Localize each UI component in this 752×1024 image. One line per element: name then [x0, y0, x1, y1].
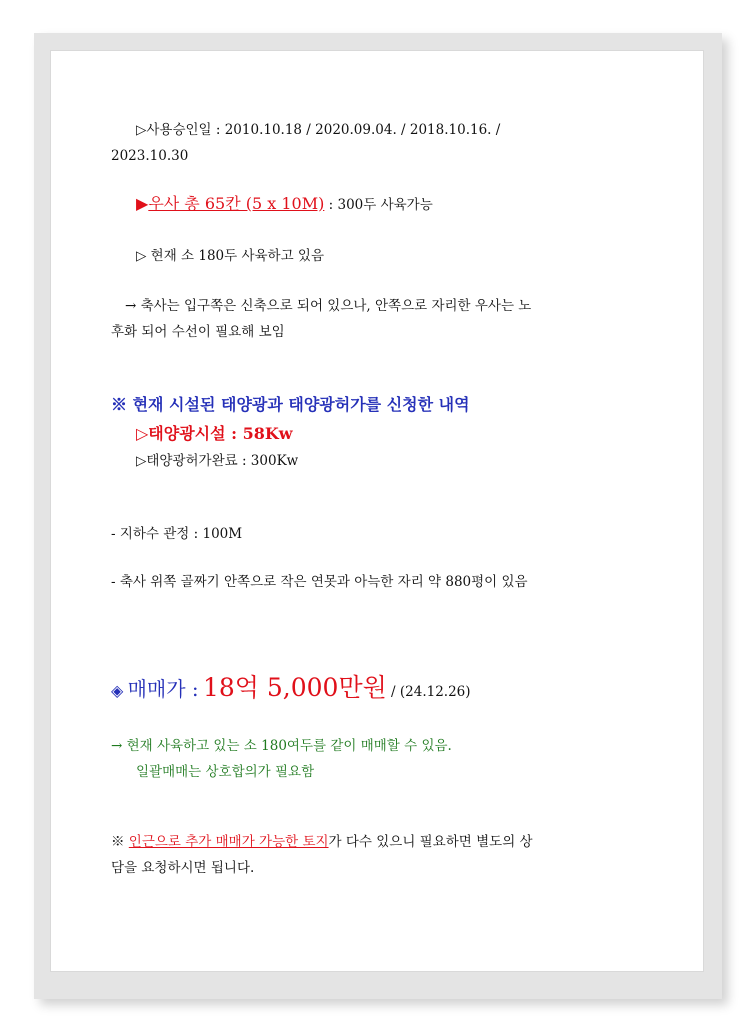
sale-note-text-2: 일괄매매는 상호합의가 필요함 — [136, 764, 315, 780]
barn-capacity-line — [136, 194, 433, 215]
current-cattle-line — [136, 246, 324, 266]
facility-note-text-1: → 축사는 입구쪽은 신축으로 되어 있으나, 안쪽으로 자리한 우사는 노 — [125, 298, 532, 314]
additional-land-rest: 가 다수 있으니 필요하면 별도의 상 — [328, 834, 533, 850]
additional-land-text-2: 담을 요청하시면 됩니다. — [111, 860, 255, 876]
price-label: 매매가 : — [127, 677, 199, 701]
pond-line — [111, 572, 528, 592]
additional-land-line-1 — [111, 832, 533, 852]
solar-heading-text: ※ 현재 시설된 태양광과 태양광허가를 신청한 내역 — [111, 395, 470, 414]
sale-note-line-2 — [136, 762, 314, 782]
sale-note-line-1 — [111, 736, 452, 756]
approval-date-line-2 — [111, 146, 188, 166]
approval-date-line-1 — [136, 120, 500, 140]
groundwater-line — [111, 524, 242, 544]
additional-land-marker: ※ — [111, 834, 125, 850]
groundwater-text: - 지하수 관정 : 100M — [111, 526, 243, 542]
solar-facility-line — [136, 423, 293, 445]
barn-capacity-rest: : 300두 사육가능 — [324, 197, 433, 213]
price-marker-icon: ◈ — [111, 681, 124, 700]
facility-note-line-2 — [111, 322, 285, 342]
solar-facility-text: ▷태양광시설 : 58Kw — [136, 424, 293, 443]
price-line — [111, 672, 471, 708]
sale-note-text-1: → 현재 사육하고 있는 소 180여두를 같이 매매할 수 있음. — [111, 738, 452, 754]
barn-marker: ▶ — [136, 194, 149, 213]
price-date: / (24.12.26) — [391, 684, 471, 700]
facility-note-text-2: 후화 되어 수선이 필요해 보임 — [111, 324, 285, 340]
current-cattle-text: ▷ 현재 소 180두 사육하고 있음 — [136, 248, 325, 264]
pond-text: - 축사 위쪽 골짜기 안쪽으로 작은 연못과 아늑한 자리 약 880평이 있음 — [111, 574, 528, 590]
facility-note-line-1 — [125, 296, 531, 316]
barn-capacity-highlight: 우사 총 65칸 (5 x 10M) — [148, 194, 325, 213]
approval-date-text: ▷사용승인일 : 2010.10.18 / 2020.09.04. / 2018.10.16. / — [136, 122, 501, 138]
additional-land-highlight: 인근으로 추가 매매가 가능한 토지 — [128, 834, 329, 850]
solar-permit-text: ▷태양광허가완료 : 300Kw — [136, 453, 299, 469]
price-amount: 18억 5,000만원 — [202, 673, 387, 702]
solar-permit-line — [136, 451, 298, 471]
solar-heading — [111, 394, 470, 416]
approval-date-text-2: 2023.10.30 — [111, 148, 189, 164]
additional-land-line-2 — [111, 858, 254, 878]
